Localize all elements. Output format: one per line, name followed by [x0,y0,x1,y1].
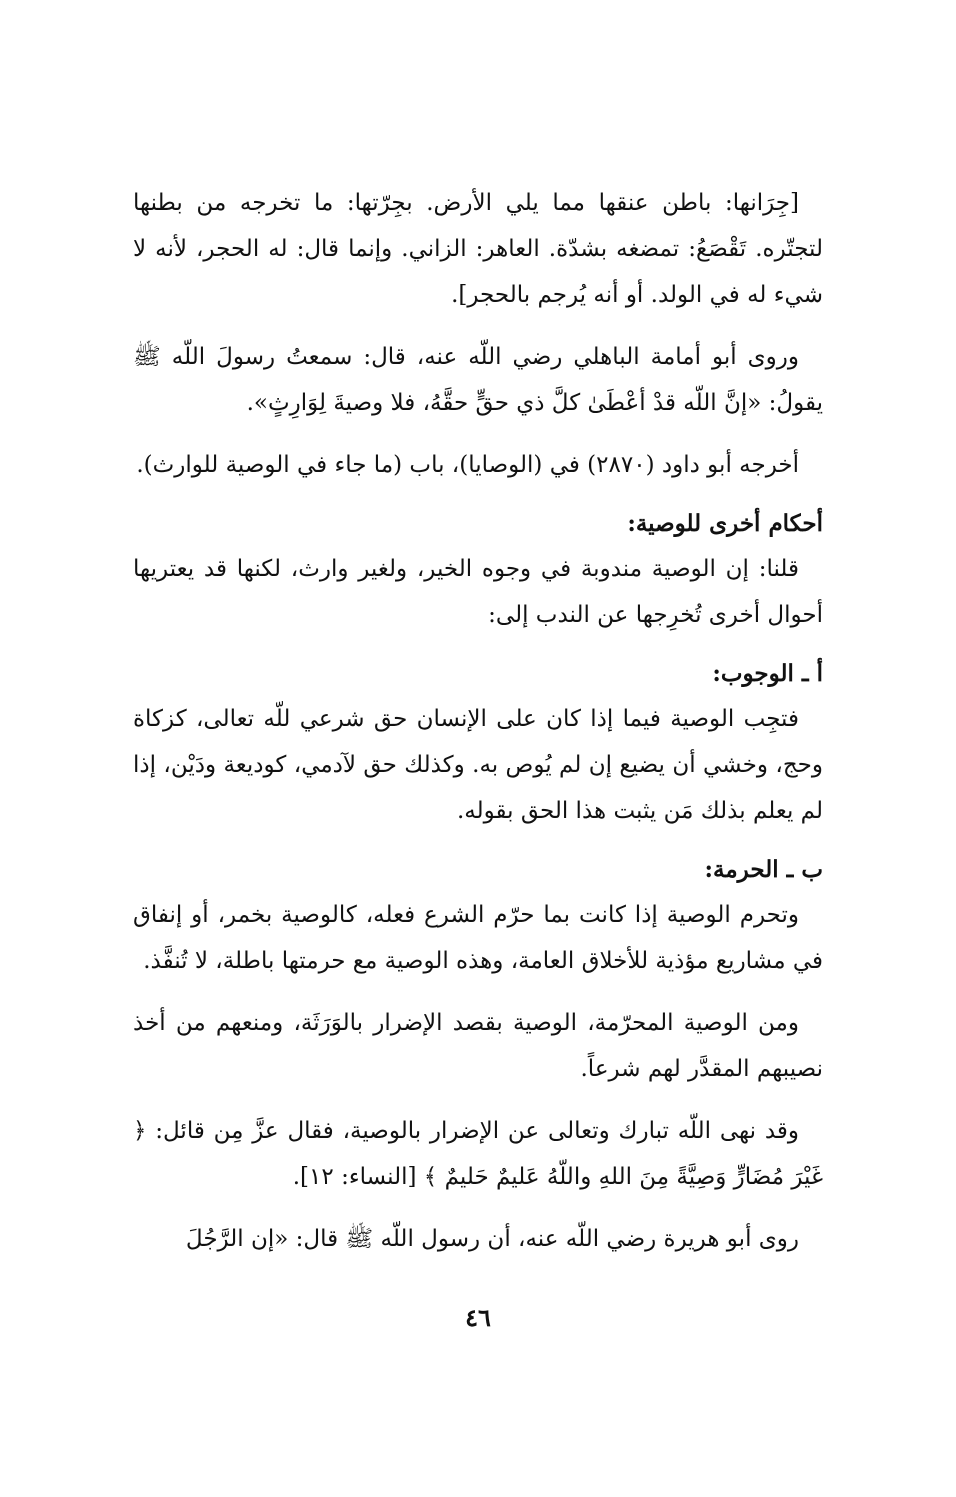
section-heading: أ ـ الوجوب: [712,660,823,687]
section-heading: أحكام أخرى للوصية: [627,510,823,537]
page-body [133,180,823,1278]
section-paragraph: فتجِب الوصية فيما إذا كان على الإنسان حق شرعي للّه تعالى، كزكاة وحج، وخشي أن يضيع إن لم يُوص به. وكذلك حق لآدمي، كوديعة ودَيْن، إذا لم يعلم بذلك مَن يثبت هذا الحق بقوله. [133,706,823,824]
page-number: ٤٦ [465,1303,491,1332]
hadith-paragraph: وروى أبو أمامة الباهلي رضي اللّه عنه، قال: سمعتُ رسولَ اللّه ﷺ يقولُ: «إنَّ اللّه قدْ أعْطَىٰ كلَّ ذي حقٍّ حقَّهُ، فلا وصيةَ لِوَارِثٍ». [133,344,823,416]
section-paragraph: قلنا: إن الوصية مندوبة في وجوه الخير، ولغير وارث، لكنها قد يعتريها أحوال أخرى تُخرِجها عن الندب إلى: [133,556,823,628]
section-paragraph: وقد نهى اللّه تبارك وتعالى عن الإضرار بالوصية، فقال عزَّ مِن قائل: ﴿ غَيْرَ مُضَارٍّ وَصِيَّةً مِنَ اللهِ واللّهُ عَليمٌ حَليمٌ ﴾ [النساء: ١٢]. [133,1118,823,1190]
citation-paragraph: أخرجه أبو داود (٢٨٧٠) في (الوصايا)، باب (ما جاء في الوصية للوارث). [136,452,799,478]
section-paragraph: ومن الوصية المحرّمة، الوصية بقصد الإضرار بالوَرَثَة، ومنعهم من أخذ نصيبهم المقدَّر لهم شرعاً. [133,1010,823,1082]
section-heading: ب ـ الحرمة: [704,856,823,883]
section-paragraph: روى أبو هريرة رضي اللّه عنه، أن رسول اللّه ﷺ قال: «إن الرَّجُلَ [185,1226,799,1252]
footnote-paragraph: [جِرَانها: باطن عنقها مما يلي الأرض. بجِرّتها: ما تخرجه من بطنها لتجتّره. تَقْصَعُ: تمضغه بشدّة. العاهر: الزاني. وإنما قال: له الحجر، لأنه لا شيء له في الولد. أو أنه يُرجم بالحجر]. [133,190,823,308]
section-paragraph: وتحرم الوصية إذا كانت بما حرّم الشرع فعله، كالوصية بخمر، أو إنفاق في مشاريع مؤذية للأخلاق العامة، وهذه الوصية مع حرمتها باطلة، لا تُنفَّذ. [133,902,823,974]
